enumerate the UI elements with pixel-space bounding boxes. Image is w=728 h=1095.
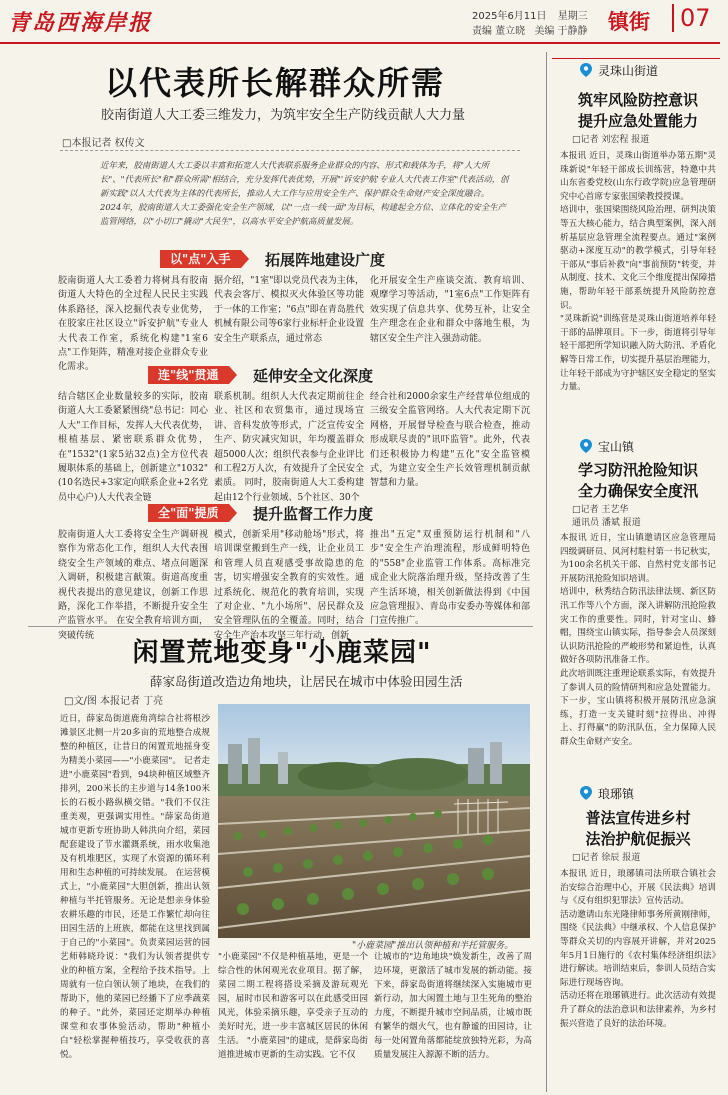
- paper-name: 青岛西海岸报: [8, 10, 153, 36]
- right-item3-title: 普法宣传进乡村 法治护航促振兴: [585, 809, 691, 848]
- right-item1-tag: 灵珠山街道: [598, 64, 659, 78]
- article1-byline: □本报记者 权传文: [62, 138, 145, 149]
- section2-title: 延伸安全文化深度: [253, 367, 374, 385]
- issue-date: 2025年6月11日: [472, 11, 547, 22]
- section1-col1: 胶南街道人大工委着力将树具有胶南街道人大特色的全过程人民民主实践体系路径，深入挖掘代表专业优势，在胶家庄社区设立"诉安护航"专业人大代表工作室，系统化构建"1室6点"工作矩阵，精准对接企业群众专业化需求。: [58, 276, 208, 373]
- section3-col2: 模式，创新采用"移动舱场"形式，将培训课堂搬到生产一线，让企业员工和管理人员直观感受事故隐患的危害，切实增强安全教育的实效性。通过系统化、规范化的教育培训，实现了对企业、"九小场所"、居民群众及安全管理队伍的全覆盖。同时，结合安全生产治本攻坚三年行动，创新: [214, 530, 364, 641]
- section1-title: 拓展阵地建设广度: [265, 251, 386, 269]
- section2-col2: 联系机制。组织人大代表定期前往企业、社区和农贸集市，通过现场宣讲、音科发放等形式，广泛宣传安全生产、防灾减灾知识，年均覆盖群众超5000人次；组织代表参与企业评比和工程2万人次，有效提升了全民安全素质。 同时，胶南街道人大工委构建起由12个行业领域、5个社区、30个: [214, 392, 364, 503]
- right-item2-body: 本报讯 近日，宝山镇邀请区应急管理局四级调研员、风河村駐村第一书记秋实，为100余名机关干部、自然村党支部书记开展防汛抢险知识培训。 培训中，秋秀结合防汛法律法规、新区防汛工作等八个方面，深入讲解防汛抢险救灾工作的重要性。同时，针对宝山、蜂帽，围绕宝山镇实际，指导参会人员深刻认识防汛抢险的严峻形势和紧迫性，认真做好各项防汛准备工作。 此次培训既注重理论联系实际，有效提升了参训人员的险情研判和应急处置能力。下一步，宝山镇将积极开展防汛应急演练，打造一支关键时刻"拉得出、冲得上、打得赢"的防汛队伍，全力保障人民群众生命财产安全。: [560, 533, 716, 747]
- page-number: 07: [672, 4, 711, 32]
- designer-credit: 美编 于静静: [534, 26, 588, 37]
- masthead: [0, 0, 720, 44]
- location-pin-icon: [580, 63, 592, 77]
- editor-line: [472, 22, 594, 37]
- article2-subhead: 薛家岛街道改造边角地块，让居民在城市中体验田园生活: [150, 674, 463, 689]
- section1-badge: 以"点"入手: [160, 250, 241, 268]
- location-pin-icon: [580, 786, 592, 800]
- right-item1-body: 本报讯 近日，灵珠山街道举办第五期"灵珠新说"年轻干部成长训练营，特邀中共山东省委党校(山东行政学院)应急管理研究中心首席专家张国梁教授授课。 培训中，张国梁围绕风险治理、研判决策等五大核心能力，结合典型案例，深入剖析基层应急管理全流程要点。通过"案例驱动+深度互动"的教学模式，引导年轻干部从"事后补救"向"事前预防"转变，并从制度、技术、文化三个维度提出保障措施，帮助年轻干部系统提升风险防控意识。 "灵珠新说"训练营是灵珠山街道培养年轻干部的品牌项目。下一步，街道将引导年轻干部把所学知识融入防大防汛、矛盾化解等日常工作，切实提升基层治理能力，让年轻干部成为守护辖区安全稳定的坚实力量。: [560, 151, 716, 393]
- section3-col3: 推出"五定"双重预防运行机制和"八步"安全生产治理流程，形成鲜明特色的"558"企业监管工作体系。高标准完成企业大院落治理升级，坚持改善了生产生活环境，相关创新做法得到《中国应急管理报》、青岛市安委办等媒体和部门宣传推广。: [370, 530, 530, 627]
- section2-col3: 经合社和2000余家生产经营单位组成的三级安全监管网络。人大代表定期下沉网格，开展督导检查与联合检查，推动形成联尽责的"讯吓监管"。此外，代表们还积极协力构建"五化"安全监管模式，为建立安全生产长效管理机制贡献智慧和力量。: [370, 392, 530, 489]
- right-item3-body: 本报讯 近日，琅琊镇司法所联合镇社会治安综合治理中心，开展《民法典》培训与《反有组织犯罪法》宣传活动。 活动邀请山东光隆律师事务所黄刚律师，围绕《民法典》中继承权、个人信息保护等群众关切的内容展开讲解，并对2025年5月1日施行的《农村集体经济组织法》进行解读。培训结束后，参训人员结合实际进行现场咨询。 活动还将在琅琊镇进行。此次活动有效提升了群众的法治意识和法律素养，为乡村振兴营造了良好的法治环境。: [560, 869, 716, 1029]
- section2-header: [148, 366, 528, 384]
- right-item2-tag: 宝山镇: [598, 440, 635, 454]
- right-item1-title: 筑牢风险防控意识 提升应急处置能力: [577, 91, 698, 130]
- right-item2-meta: □记者 王艺华 通讯员 潘斌 报道: [572, 505, 641, 528]
- right-item3-tag: 琅琊镇: [598, 787, 635, 801]
- editor-credit: 责编 董立晓: [472, 26, 526, 37]
- article2-byline: □文/图 本报记者 丁亮: [64, 696, 164, 707]
- section3-header: [148, 504, 528, 522]
- section1-col3: 化开展安全生产座谈交流、教育培训、观摩学习等活动，"1室6点"工作矩阵有效实现了信息共享、优势互补，让安全生产理念在企业和群众中落地生根，为辖区安全生产注入强劲动能。: [370, 276, 530, 344]
- vegetable-garden-photo: [218, 704, 530, 938]
- section1-header: [160, 250, 540, 268]
- photo-caption: "小鹿菜园"推出认领种植和半托管服务。: [352, 941, 514, 951]
- article2-col1: 近日，薛家岛街道鹿角湾综合社将根沙滩景区北侧一片20多亩的荒地整合成规整的种植区，让昔日的闲置荒地摇身变为精美小菜园——"小鹿菜园"。 记者走进"小鹿菜园"看到，94块种植区域整齐排列，200米长的主步道与14条100米长的石板小路纵横交错。"我们不仅注重美观，更强调实用性。"薛家岛街道城市更新专班协助人韩洪向介绍，菜园配套建设了节水灌溉系统，雨水收集池及有机堆肥区，实现了水资源的循环利用和生态种植的可持续发展。 在运营模式上，"小鹿菜园"大胆创新，推出认领种植与半托管服务。无论是想亲身体验农耕乐趣的市民，还是工作繁忙却向往田园生活的上班族，都能在这里找到属于自己的"小菜园"。负责菜园运营的园艺师韩晓玲说："我们为认领者提供专业的种植方案，全程给予技术指导。上周就有一位白领认领了地块，在我们的帮助下，他的菜园已经播下了应季蔬菜的种子。"此外，菜园还定期举办种植课堂和农事体验活动，帮助"种植小白"轻松掌握种植技巧，享受收获的喜悦。: [60, 714, 210, 1060]
- article2-col3: 让城市的"边角地块"焕发新生，改善了周边环境，更激活了城市发展的新动能。接下来，薛家岛街道将继续深入实施城市更新行动，加大闲置土地与卫生死角的整治力度，不断提升城市空间品质，让城市既有繁华的烟火气，也有静谧的田园诗，让每一处闲置角落都能绽放独特光彩，为高质量发展注入源源不断的活力。: [374, 952, 532, 1060]
- article-separator: [28, 626, 533, 627]
- right-item3-meta: □记者 徐辰 报道: [572, 853, 641, 863]
- dashed-separator: [60, 150, 520, 151]
- section1-col2: 据介绍，"1室"即以党员代表为主体，代表会客厅、模拟灭火体验区等功能于一体的工作室；"6点"即在青岛胜代机械有限公司等6家行业标杆企业设置安全生产联系点，通过常态: [214, 276, 364, 344]
- section2-badge: 连"线"贯通: [148, 366, 229, 384]
- article1-headline: 以代表所长解群众所需: [104, 64, 445, 102]
- section3-badge: 全"面"提质: [148, 504, 229, 522]
- right-item2-title: 学习防汛抢险知识 全力确保安全度汛: [577, 461, 698, 500]
- section-name: 镇街: [608, 10, 650, 34]
- article1-subhead: 胶南街道人大工委三维发力，为筑牢安全生产防线贡献人大力量: [100, 108, 465, 123]
- column-divider: [546, 52, 547, 1092]
- article1-lede: 近年来，胶南街道人大工委以丰富和拓宽人大代表联系服务企业群众的内容、形式和载体为手，将"人大所长"、"代表所长"和"群众所需"相结合，充分发挥代表优势，开展"'诉安护航'专业人大代表工作室"代表活动，创新实践"以人大代表为主体的代表所长，推动人大工作与应用安全生产、保护群众生命财产安全深度融合。2024年，胶南街道人大工委强化安全生产领域，以"一点一线一面"为目标，构建起全方位、立体化的安全生产监管网络，以"小切口"撬动"大民生"，以高水平安全护航高质量发展。: [100, 160, 509, 226]
- garden-photo-illustration: [218, 704, 530, 938]
- section2-col1: 结合辖区企业数量较多的实际，胶南街道人大工委紧紧围绕"总书记：同心人大"工作目标，发挥人大代表优势，根植基层、紧密联系群众优势，在"1532"(1家5站32点)全方位代表履职体系的基础上，创新建立"1032"(10名选民+3家定向联系企业+2名党员中心户)人大代表全链: [58, 392, 208, 503]
- location-pin-icon: [580, 439, 592, 453]
- article2-headline: 闲置荒地变身"小鹿菜园": [132, 638, 432, 668]
- article2-col2: "小鹿菜园"不仅是种植基地，更是一个综合性的休闲观光农业项目。据了解，菜园二期工程将搭设采摘及游玩观光园，届时市民和游客可以在此感受田园风光，体验采摘乐趣，享受亲子互动的美好时光，进一步丰富城区居民的休闲生活。 "小鹿菜园"的建成，是薛家岛街道推进城市更新的生动实践。它不仅: [218, 952, 368, 1060]
- date-line: [472, 7, 588, 22]
- section3-col1: 胶南街道人大工委将安全生产调研视察作为常态化工作，组织人大代表围绕安全生产领域的难点、堵点问题深入调研，积极建言献策。街道高度重视代表提出的意见建议，创新工作思路，深化工作举措，不断提升安全生产监管水平。 在安全教育培训方面，突破传统: [58, 530, 208, 641]
- right-item1-meta: □记者 刘宏程 报道: [572, 135, 650, 145]
- section3-title: 提升监督工作力度: [253, 505, 374, 523]
- issue-weekday: 星期三: [557, 11, 588, 22]
